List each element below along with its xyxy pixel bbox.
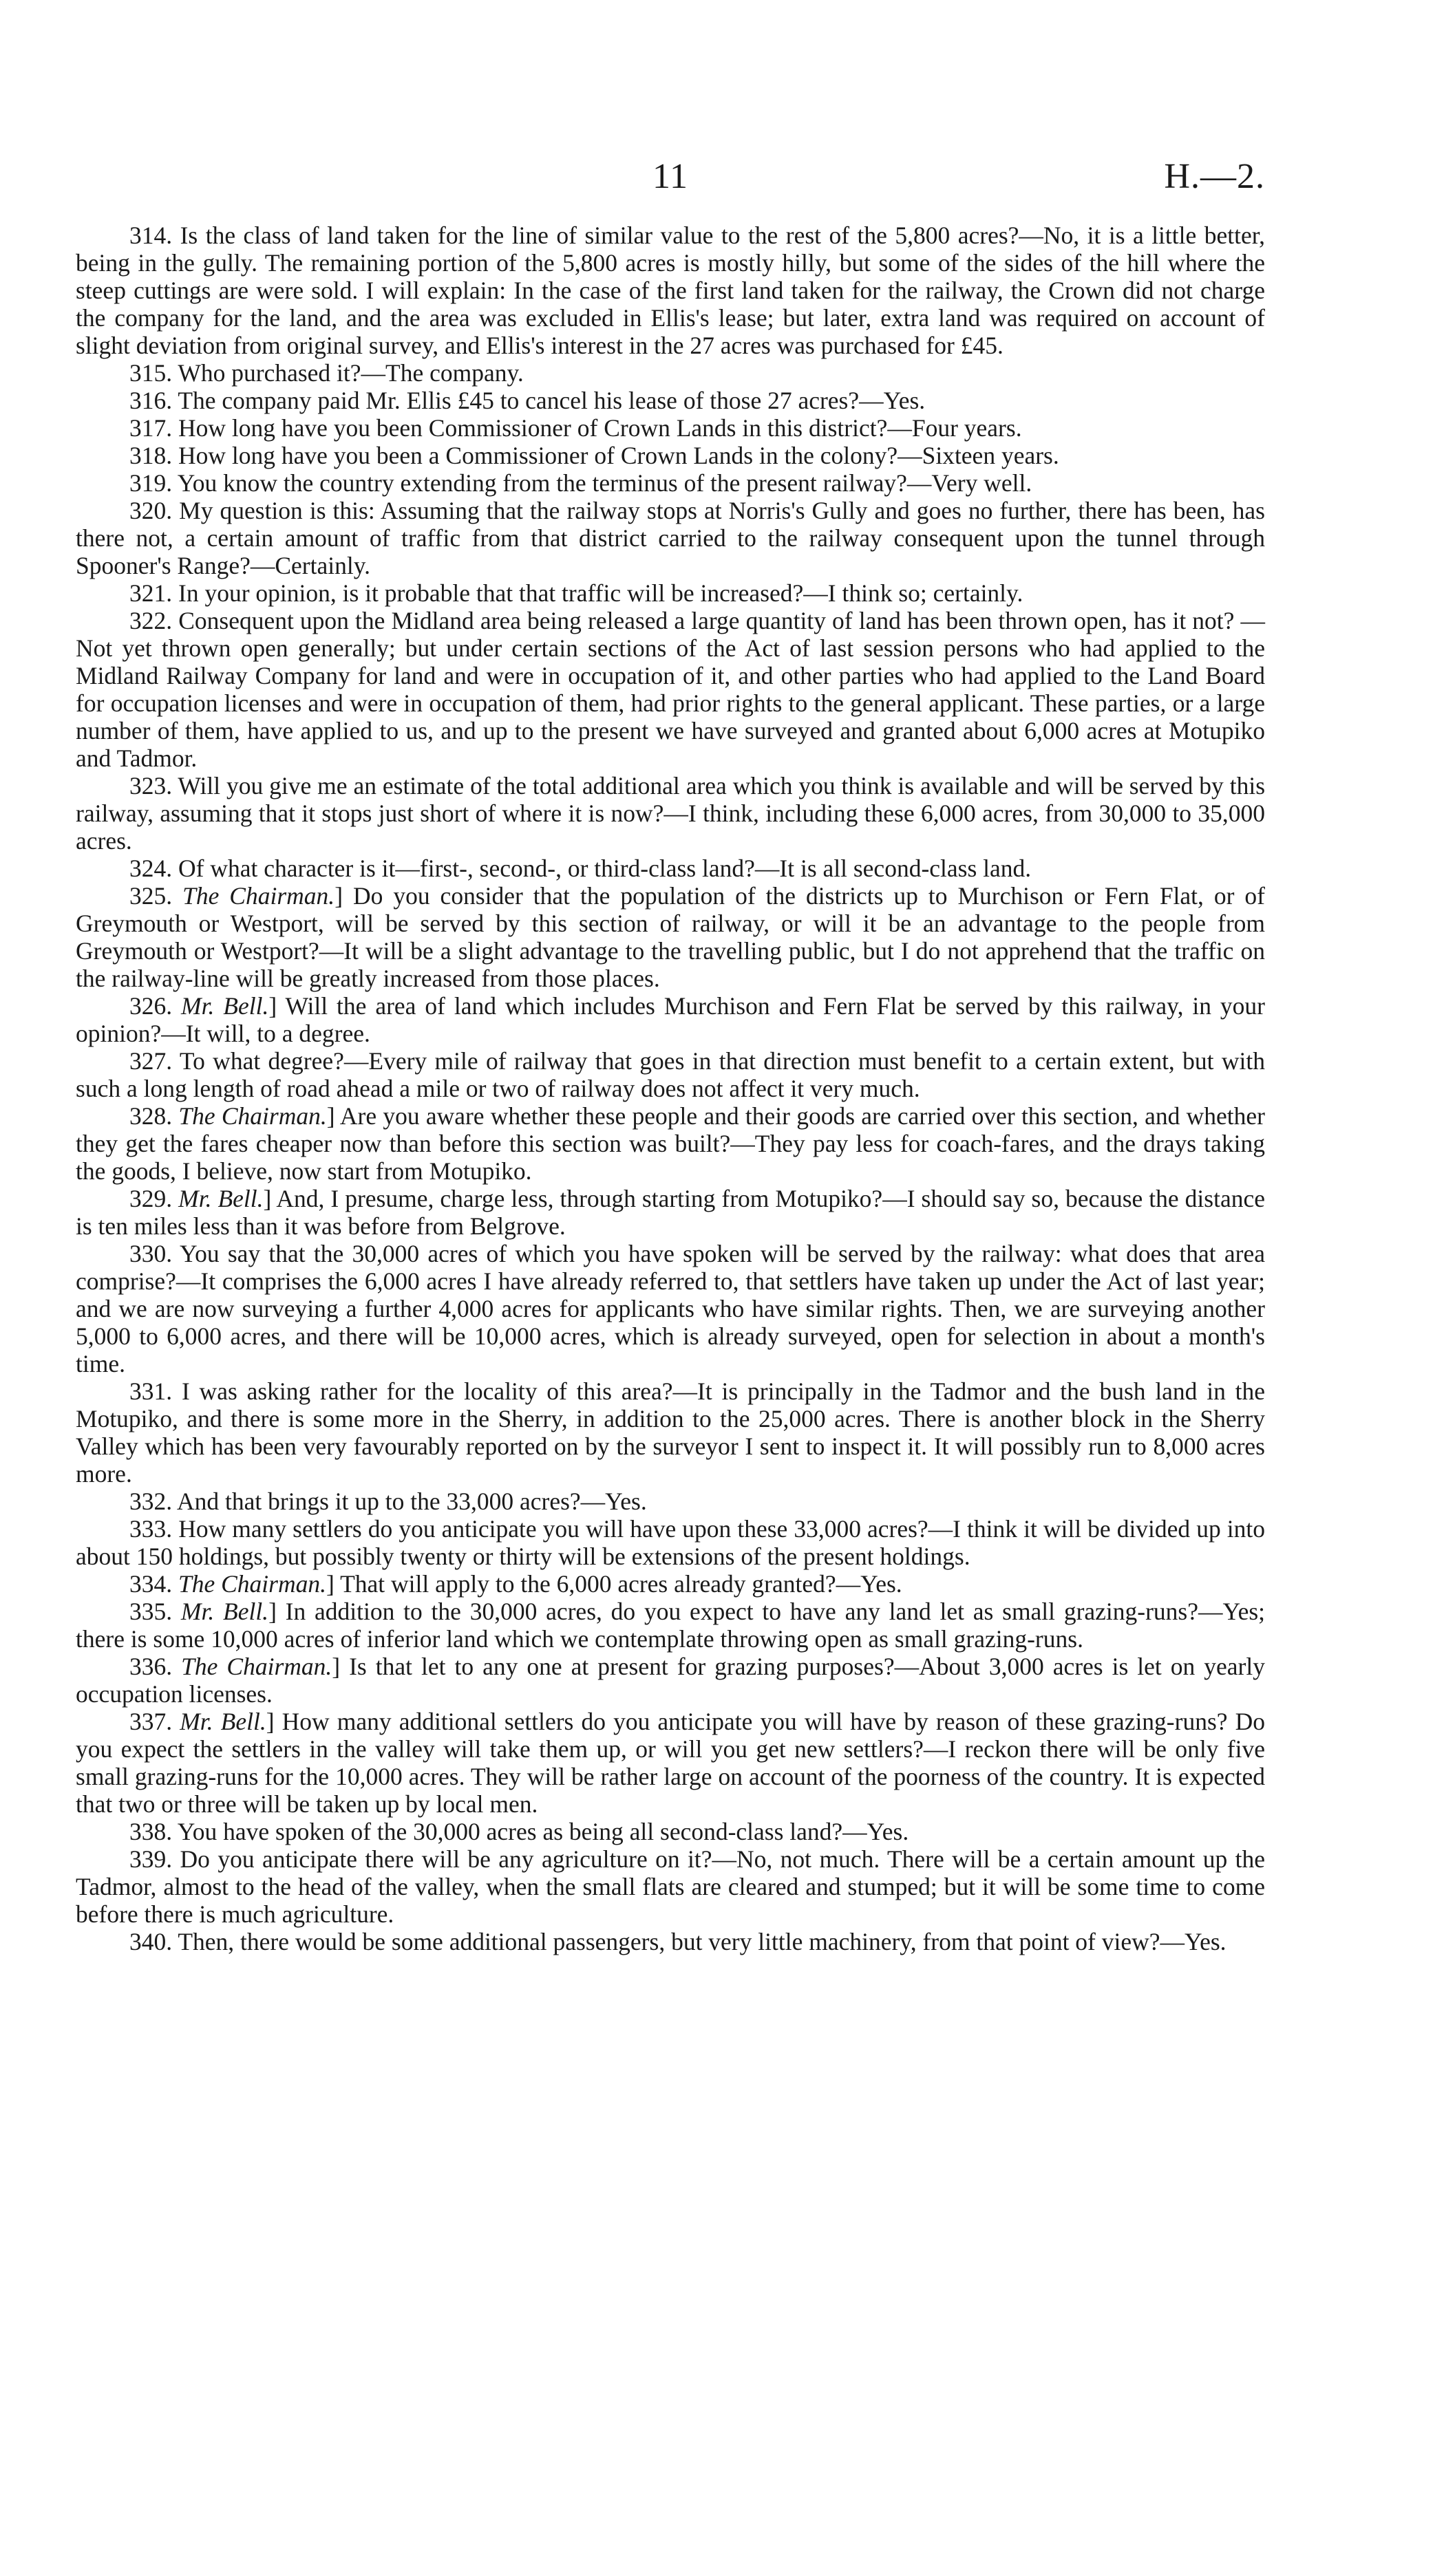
evidence-text <box>76 222 1265 1955</box>
question-paragraph <box>76 469 1265 497</box>
question-number: 318. <box>129 442 173 469</box>
question-answer-text: Then, there would be some additional passengers, but very little machinery, from that point of view?—Yes. <box>178 1928 1226 1955</box>
question-answer-text: Who purchased it?—The company. <box>178 359 524 387</box>
question-answer-text: In addition to the 30,000 acres, do you expect to have any land let as small grazing-runs?—Yes; there is some 10,000 acres of inferior land which we contemplate throwing open as small grazing-runs. <box>76 1598 1265 1653</box>
question-answer-text: How many settlers do you anticipate you will have upon these 33,000 acres?—I think it will be divided up into about 150 holdings, but possibly twenty or thirty will be extensions of the present holdings. <box>76 1515 1265 1570</box>
question-answer-text: To what degree?—Every mile of railway that goes in that direction must benefit to a certain extent, but with such a long length of road ahead a mile or two of railway does not affect it very much. <box>76 1047 1266 1102</box>
question-number: 336. <box>129 1653 173 1680</box>
question-paragraph: 336. The Chairman.] Is that let to any one at present for grazing purposes?—About 3,000 acres is let on yearly occupation licenses. <box>76 1653 1265 1708</box>
question-paragraph: 335. Mr. Bell.] In addition to the 30,000 acres, do you expect to have any land let as small grazing-runs?—Yes; there is some 10,000 acres of inferior land which we contemplate throwing open as small grazing-runs. <box>76 1598 1265 1653</box>
question-number: 330. <box>129 1240 173 1267</box>
question-answer-text: How long have you been a Commissioner of Crown Lands in the colony?—Sixteen years. <box>178 442 1059 469</box>
question-answer-text: You have spoken of the 30,000 acres as being all second-class land?—Yes. <box>177 1818 909 1845</box>
question-paragraph: 329. Mr. Bell.] And, I presume, charge less, through starting from Motupiko?—I should say so, because the distance is ten miles less than it was before from Belgrove. <box>76 1185 1265 1240</box>
speaker-name: The Chairman. <box>178 1570 326 1598</box>
question-answer-text: And, I presume, charge less, through starting from Motupiko?—I should say so, because the distance is ten miles less than it was before from Belgrove. <box>76 1185 1265 1240</box>
question-paragraph <box>76 1377 1265 1488</box>
question-answer-text: Will the area of land which includes Murchison and Fern Flat be served by this railway, in your opinion?—It will, to a degree. <box>76 992 1265 1047</box>
speaker-name: The Chairman. <box>182 882 335 910</box>
question-answer-text: Will you give me an estimate of the total additional area which you think is available and will be served by this railway, assuming that it stops just short of where it is now?—I think, including these 6,000 acres, from 30,000 to 35,000 acres. <box>76 772 1266 855</box>
question-paragraph <box>76 1928 1265 1955</box>
speaker-name: Mr. Bell. <box>178 1185 264 1212</box>
question-answer-text: Is that let to any one at present for grazing purposes?—About 3,000 acres is let on yearly occupation licenses. <box>76 1653 1265 1708</box>
question-paragraph <box>76 855 1265 882</box>
question-paragraph <box>76 359 1265 387</box>
question-answer-text: My question is this: Assuming that the railway stops at Norris's Gully and goes no further, there has been, has there not, a certain amount of traffic from that district carried to the railway consequent upon the tunnel through Spooner's Range?—Certainly. <box>76 497 1265 579</box>
question-answer-text: How many additional settlers do you anticipate you will have by reason of these grazing-runs? Do you expect the settlers in the valley will take them up, or will you get new settlers?—I reckon there will be only five small grazing-runs for the 10,000 acres. They will be rather large on account of the poorness of the country. It is expected that two or three will be taken up by local men. <box>76 1708 1266 1818</box>
page-number: 11 <box>652 157 689 196</box>
speaker-name: Mr. Bell. <box>180 1708 266 1735</box>
question-number: 323. <box>129 772 173 799</box>
question-answer-text: You say that the 30,000 acres of which you have spoken will be served by the railway: what does that area comprise?—It comprises the 6,000 acres I have already referred to, that settlers have taken up under the Act of last year; and we are now surveying a further 4,000 acres for applicants who have similar rights. Then, we are surveying another 5,000 to 6,000 acres, and there will be 10,000 acres, which is already surveyed, open for selection in about a month's time. <box>76 1240 1265 1377</box>
question-answer-text: The company paid Mr. Ellis £45 to cancel his lease of those 27 acres?—Yes. <box>178 387 926 414</box>
question-paragraph: 334. The Chairman.] That will apply to the 6,000 acres already granted?—Yes. <box>129 1570 902 1598</box>
question-number: 322. <box>129 607 173 634</box>
question-number: 339. <box>129 1845 173 1873</box>
question-paragraph <box>76 772 1265 855</box>
question-answer-text: You know the country extending from the terminus of the present railway?—Very well. <box>177 469 1032 497</box>
speaker-name: The Chairman. <box>178 1102 327 1130</box>
question-paragraph <box>76 1818 1265 1845</box>
question-number: 325. <box>129 882 173 910</box>
question-number: 316. <box>129 387 173 414</box>
question-number: 314. <box>129 222 173 249</box>
question-number: 337. <box>129 1708 173 1735</box>
question-paragraph <box>76 607 1265 772</box>
question-answer-text: And that brings it up to the 33,000 acres?—Yes. <box>177 1488 647 1515</box>
question-answer-text: Are you aware whether these people and their goods are carried over this section, and whether they get the fares cheaper now than before this section was built?—They pay less for coach-fares, and the drays taking the goods, I believe, now start from Motupiko. <box>76 1102 1265 1185</box>
question-answer-text: Do you consider that the population of the districts up to Murchison or Fern Flat, or of Greymouth or Westport, will be served by this section of railway, or will it be an advantage to the people from Greymouth or Westport?—It will be a slight advantage to the travelling public, but I do not apprehend that the traffic on the railway-line will be greatly increased from those places. <box>76 882 1265 992</box>
question-number: 317. <box>129 414 173 442</box>
question-paragraph <box>76 579 1265 607</box>
question-number: 334. <box>129 1570 173 1598</box>
question-number: 326. <box>129 992 173 1020</box>
question-paragraph <box>76 222 1265 359</box>
question-number: 335. <box>129 1598 173 1625</box>
question-answer-text: Is the class of land taken for the line of similar value to the rest of the 5,800 acres?—No, it is a little better, being in the gully. The remaining portion of the 5,800 acres is mostly hilly, but some of the sides of the hill where the steep cuttings are were sold. I will explain: In the case of the first land taken for the railway, the Crown did not charge the company for the land, and the area was excluded in Ellis's lease; but later, extra land was required on account of slight deviation from original survey, and Ellis's interest in the 27 acres was purchased for £45. <box>76 222 1266 359</box>
question-paragraph <box>76 1240 1265 1377</box>
question-number: 324. <box>129 855 173 882</box>
question-paragraph <box>76 442 1265 469</box>
question-number: 319. <box>129 469 173 497</box>
question-paragraph: 337. Mr. Bell.] How many additional settlers do you anticipate you will have by reason of these grazing-runs? Do you expect the settlers in the valley will take them up, or will you get new settlers?—I reckon there will be only five small grazing-runs for the 10,000 acres. They will be rather large on account of the poorness of the country. It is expected that two or three will be taken up by local men. <box>76 1708 1266 1818</box>
question-paragraph <box>76 497 1265 579</box>
question-number: 315. <box>129 359 173 387</box>
question-number: 321. <box>129 579 173 607</box>
question-paragraph: 328. The Chairman.] Are you aware whether these people and their goods are carried over this section, and whether they get the fares cheaper now than before this section was built?—They pay less for coach-fares, and the drays taking the goods, I believe, now start from Motupiko. <box>76 1102 1265 1185</box>
question-paragraph <box>76 1488 1265 1515</box>
question-paragraph <box>76 1515 1265 1570</box>
speaker-name: Mr. Bell. <box>180 1598 269 1625</box>
question-paragraph <box>76 387 1265 414</box>
question-answer-text: How long have you been Commissioner of Crown Lands in this district?—Four years. <box>178 414 1022 442</box>
paper-reference: H.—2. <box>1164 157 1265 196</box>
question-answer-text: Do you anticipate there will be any agriculture on it?—No, not much. There will be a certain amount up the Tadmor, almost to the head of the valley, when the small flats are cleared and stumped; but it will be some time to come before there is much agriculture. <box>76 1845 1266 1928</box>
question-number: 328. <box>129 1102 173 1130</box>
question-paragraph <box>76 414 1265 442</box>
question-number: 340. <box>129 1928 173 1955</box>
question-number: 332. <box>129 1488 173 1515</box>
question-answer-text: That will apply to the 6,000 acres already granted?—Yes. <box>340 1570 902 1598</box>
question-answer-text: I was asking rather for the locality of this area?—It is principally in the Tadmor and the bush land in the Motupiko, and there is some more in the Sherry, in addition to the 25,000 acres. There is another block in the Sherry Valley which has been very favourably reported on by the surveyor I sent to inspect it. It will possibly run to 8,000 acres more. <box>76 1377 1266 1488</box>
question-number: 333. <box>129 1515 173 1543</box>
question-number: 320. <box>129 497 173 524</box>
question-number: 331. <box>129 1377 173 1405</box>
question-paragraph <box>76 1845 1265 1928</box>
page-header <box>76 153 1265 201</box>
question-paragraph: 325. The Chairman.] Do you consider that the population of the districts up to Murchison or Fern Flat, or of Greymouth or Westport, will be served by this section of railway, or will it be an advantage to the people from Greymouth or Westport?—It will be a slight advantage to the travelling public, but I do not apprehend that the traffic on the railway-line will be greatly increased from those places. <box>76 882 1265 992</box>
speaker-name: The Chairman. <box>181 1653 332 1680</box>
question-answer-text: Consequent upon the Midland area being released a large quantity of land has been thrown open, has it not? — Not yet thrown open generally; but under certain sections of the Act of last session persons who had applied to the Midland Railway Company for land and were in occupation of it, and other parties who had applied to the Land Board for occupation licenses and were in occupation of them, had prior rights to the general applicant. These parties, or a large number of them, have applied to us, and up to the present we have surveyed and granted about 6,000 acres at Motupiko and Tadmor. <box>76 607 1265 772</box>
question-number: 338. <box>129 1818 173 1845</box>
question-number: 327. <box>129 1047 173 1075</box>
speaker-name: Mr. Bell. <box>181 992 269 1020</box>
question-paragraph <box>76 1047 1265 1102</box>
question-number: 329. <box>129 1185 173 1212</box>
question-paragraph: 326. Mr. Bell.] Will the area of land which includes Murchison and Fern Flat be served by this railway, in your opinion?—It will, to a degree. <box>76 992 1265 1047</box>
question-answer-text: Of what character is it—first-, second-, or third-class land?—It is all second-class land. <box>178 855 1032 882</box>
question-answer-text: In your opinion, is it probable that that traffic will be increased?—I think so; certainly. <box>178 579 1023 607</box>
